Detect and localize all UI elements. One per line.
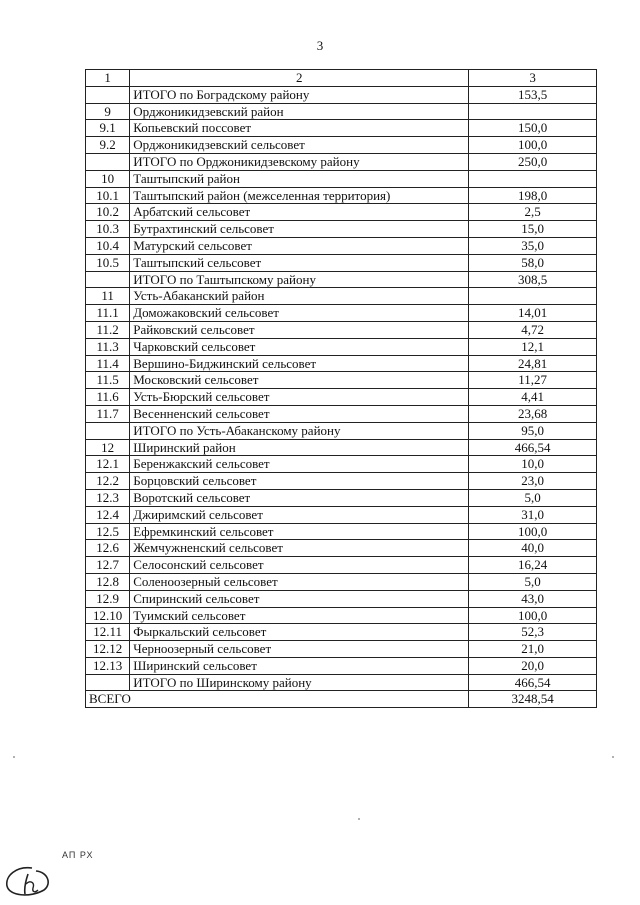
row-name: Орджоникидзевский сельсовет [130, 137, 469, 154]
row-name: Бутрахтинский сельсовет [130, 221, 469, 238]
row-value: 20,0 [469, 657, 597, 674]
row-number: 12.3 [86, 489, 130, 506]
row-value [469, 288, 597, 305]
row-number: 12.7 [86, 557, 130, 574]
scan-speck [13, 756, 15, 758]
row-value [469, 103, 597, 120]
row-number: 10.1 [86, 187, 130, 204]
row-value: 4,72 [469, 321, 597, 338]
row-name: Райковский сельсовет [130, 321, 469, 338]
row-number: 12.5 [86, 523, 130, 540]
row-value: 35,0 [469, 237, 597, 254]
row-name: Усть-Бюрский сельсовет [130, 389, 469, 406]
table-row [86, 540, 597, 557]
table-row [86, 590, 597, 607]
table-row [86, 204, 597, 221]
row-value: 31,0 [469, 506, 597, 523]
row-name: ИТОГО по Усть-Абаканскому району [130, 422, 469, 439]
table-row [86, 506, 597, 523]
row-name: Жемчужненский сельсовет [130, 540, 469, 557]
row-number: 12.4 [86, 506, 130, 523]
row-name: Московский сельсовет [130, 372, 469, 389]
row-value: 12,1 [469, 338, 597, 355]
total-value: 3248,54 [469, 691, 597, 708]
table-row [86, 573, 597, 590]
row-number: 11.1 [86, 305, 130, 322]
row-value: 23,68 [469, 405, 597, 422]
table-row [86, 271, 597, 288]
table-row [86, 607, 597, 624]
row-value: 2,5 [469, 204, 597, 221]
row-name: Ширинский район [130, 439, 469, 456]
row-name: Селосонский сельсовет [130, 557, 469, 574]
row-value: 16,24 [469, 557, 597, 574]
row-name: Соленоозерный сельсовет [130, 573, 469, 590]
row-name: Таштыпский район (межселенная территория) [130, 187, 469, 204]
row-number [86, 674, 130, 691]
signature-mark [2, 862, 54, 900]
row-number [86, 271, 130, 288]
row-number [86, 153, 130, 170]
row-value: 14,01 [469, 305, 597, 322]
row-number: 11.5 [86, 372, 130, 389]
row-name: Матурский сельсовет [130, 237, 469, 254]
row-name: Орджоникидзевский район [130, 103, 469, 120]
table-row [86, 170, 597, 187]
row-name: Спиринский сельсовет [130, 590, 469, 607]
row-value: 40,0 [469, 540, 597, 557]
row-name: Фыркальский сельсовет [130, 624, 469, 641]
row-number: 11.7 [86, 405, 130, 422]
row-name: Весенненский сельсовет [130, 405, 469, 422]
table-row [86, 338, 597, 355]
header-row [86, 70, 597, 87]
row-value: 58,0 [469, 254, 597, 271]
row-name: Доможаковский сельсовет [130, 305, 469, 322]
scan-speck [612, 756, 614, 758]
row-number: 12.2 [86, 473, 130, 490]
row-number: 10.2 [86, 204, 130, 221]
row-number: 9.2 [86, 137, 130, 154]
header-cell-name: 2 [130, 70, 469, 87]
row-value: 5,0 [469, 489, 597, 506]
row-value [469, 170, 597, 187]
row-number: 11.3 [86, 338, 130, 355]
table-row [86, 439, 597, 456]
table-row [86, 389, 597, 406]
row-number: 10.4 [86, 237, 130, 254]
table-row [86, 674, 597, 691]
row-value: 466,54 [469, 439, 597, 456]
row-value: 21,0 [469, 641, 597, 658]
table-row [86, 137, 597, 154]
page-number: 3 [316, 38, 324, 53]
row-value: 43,0 [469, 590, 597, 607]
row-name: ИТОГО по Боградскому району [130, 86, 469, 103]
row-number: 12.9 [86, 590, 130, 607]
row-number: 11.6 [86, 389, 130, 406]
row-value: 100,0 [469, 137, 597, 154]
row-name: Усть-Абаканский район [130, 288, 469, 305]
row-value: 10,0 [469, 456, 597, 473]
row-name: Арбатский сельсовет [130, 204, 469, 221]
row-number: 9 [86, 103, 130, 120]
table-row [86, 305, 597, 322]
row-name: ИТОГО по Ширинскому району [130, 674, 469, 691]
table-row [86, 254, 597, 271]
row-value: 4,41 [469, 389, 597, 406]
row-value: 308,5 [469, 271, 597, 288]
row-value: 466,54 [469, 674, 597, 691]
row-number: 12.13 [86, 657, 130, 674]
table-row [86, 489, 597, 506]
row-name: ИТОГО по Орджоникидзевскому району [130, 153, 469, 170]
total-label: ВСЕГО [86, 691, 469, 708]
scan-speck [358, 818, 360, 820]
row-value: 150,0 [469, 120, 597, 137]
table-row [86, 86, 597, 103]
row-value: 100,0 [469, 607, 597, 624]
row-name: Чарковский сельсовет [130, 338, 469, 355]
table-row [86, 288, 597, 305]
header-cell-value: 3 [469, 70, 597, 87]
table-row [86, 237, 597, 254]
row-name: Туимский сельсовет [130, 607, 469, 624]
row-value: 24,81 [469, 355, 597, 372]
table-row [86, 321, 597, 338]
archive-stamp: АП РХ [62, 850, 94, 860]
row-value: 5,0 [469, 573, 597, 590]
header-cell-number: 1 [86, 70, 130, 87]
row-number: 12 [86, 439, 130, 456]
row-value: 153,5 [469, 86, 597, 103]
row-value: 23,0 [469, 473, 597, 490]
row-number: 10 [86, 170, 130, 187]
row-value: 52,3 [469, 624, 597, 641]
table-row [86, 221, 597, 238]
row-number: 12.11 [86, 624, 130, 641]
row-number: 10.5 [86, 254, 130, 271]
row-number: 9.1 [86, 120, 130, 137]
row-name: Вершино-Биджинский сельсовет [130, 355, 469, 372]
row-number: 11.2 [86, 321, 130, 338]
row-number: 12.12 [86, 641, 130, 658]
row-number: 12.1 [86, 456, 130, 473]
row-number [86, 86, 130, 103]
row-number: 12.10 [86, 607, 130, 624]
table-row [86, 473, 597, 490]
row-name: Таштыпский район [130, 170, 469, 187]
row-value: 11,27 [469, 372, 597, 389]
row-value: 95,0 [469, 422, 597, 439]
table-row [86, 456, 597, 473]
row-name: Ефремкинский сельсовет [130, 523, 469, 540]
allocation-table [85, 69, 597, 708]
table-row [86, 523, 597, 540]
table-row [86, 120, 597, 137]
table-row [86, 557, 597, 574]
row-value: 250,0 [469, 153, 597, 170]
row-number: 10.3 [86, 221, 130, 238]
row-value: 198,0 [469, 187, 597, 204]
row-number: 12.8 [86, 573, 130, 590]
row-name: Воротский сельсовет [130, 489, 469, 506]
row-name: Ширинский сельсовет [130, 657, 469, 674]
row-value: 100,0 [469, 523, 597, 540]
row-number: 12.6 [86, 540, 130, 557]
row-name: Таштыпский сельсовет [130, 254, 469, 271]
row-number [86, 422, 130, 439]
table-row [86, 372, 597, 389]
table-row [86, 405, 597, 422]
table-row [86, 641, 597, 658]
row-number: 11.4 [86, 355, 130, 372]
row-name: Джиримский сельсовет [130, 506, 469, 523]
table-row [86, 422, 597, 439]
table-row [86, 187, 597, 204]
row-name: ИТОГО по Таштыпскому району [130, 271, 469, 288]
table-row [86, 657, 597, 674]
row-name: Борцовский сельсовет [130, 473, 469, 490]
total-row [86, 691, 597, 708]
table-row [86, 153, 597, 170]
row-value: 15,0 [469, 221, 597, 238]
row-name: Копьевский поссовет [130, 120, 469, 137]
row-number: 11 [86, 288, 130, 305]
table-row [86, 355, 597, 372]
row-name: Беренжакский сельсовет [130, 456, 469, 473]
table-row [86, 624, 597, 641]
row-name: Черноозерный сельсовет [130, 641, 469, 658]
table-row [86, 103, 597, 120]
